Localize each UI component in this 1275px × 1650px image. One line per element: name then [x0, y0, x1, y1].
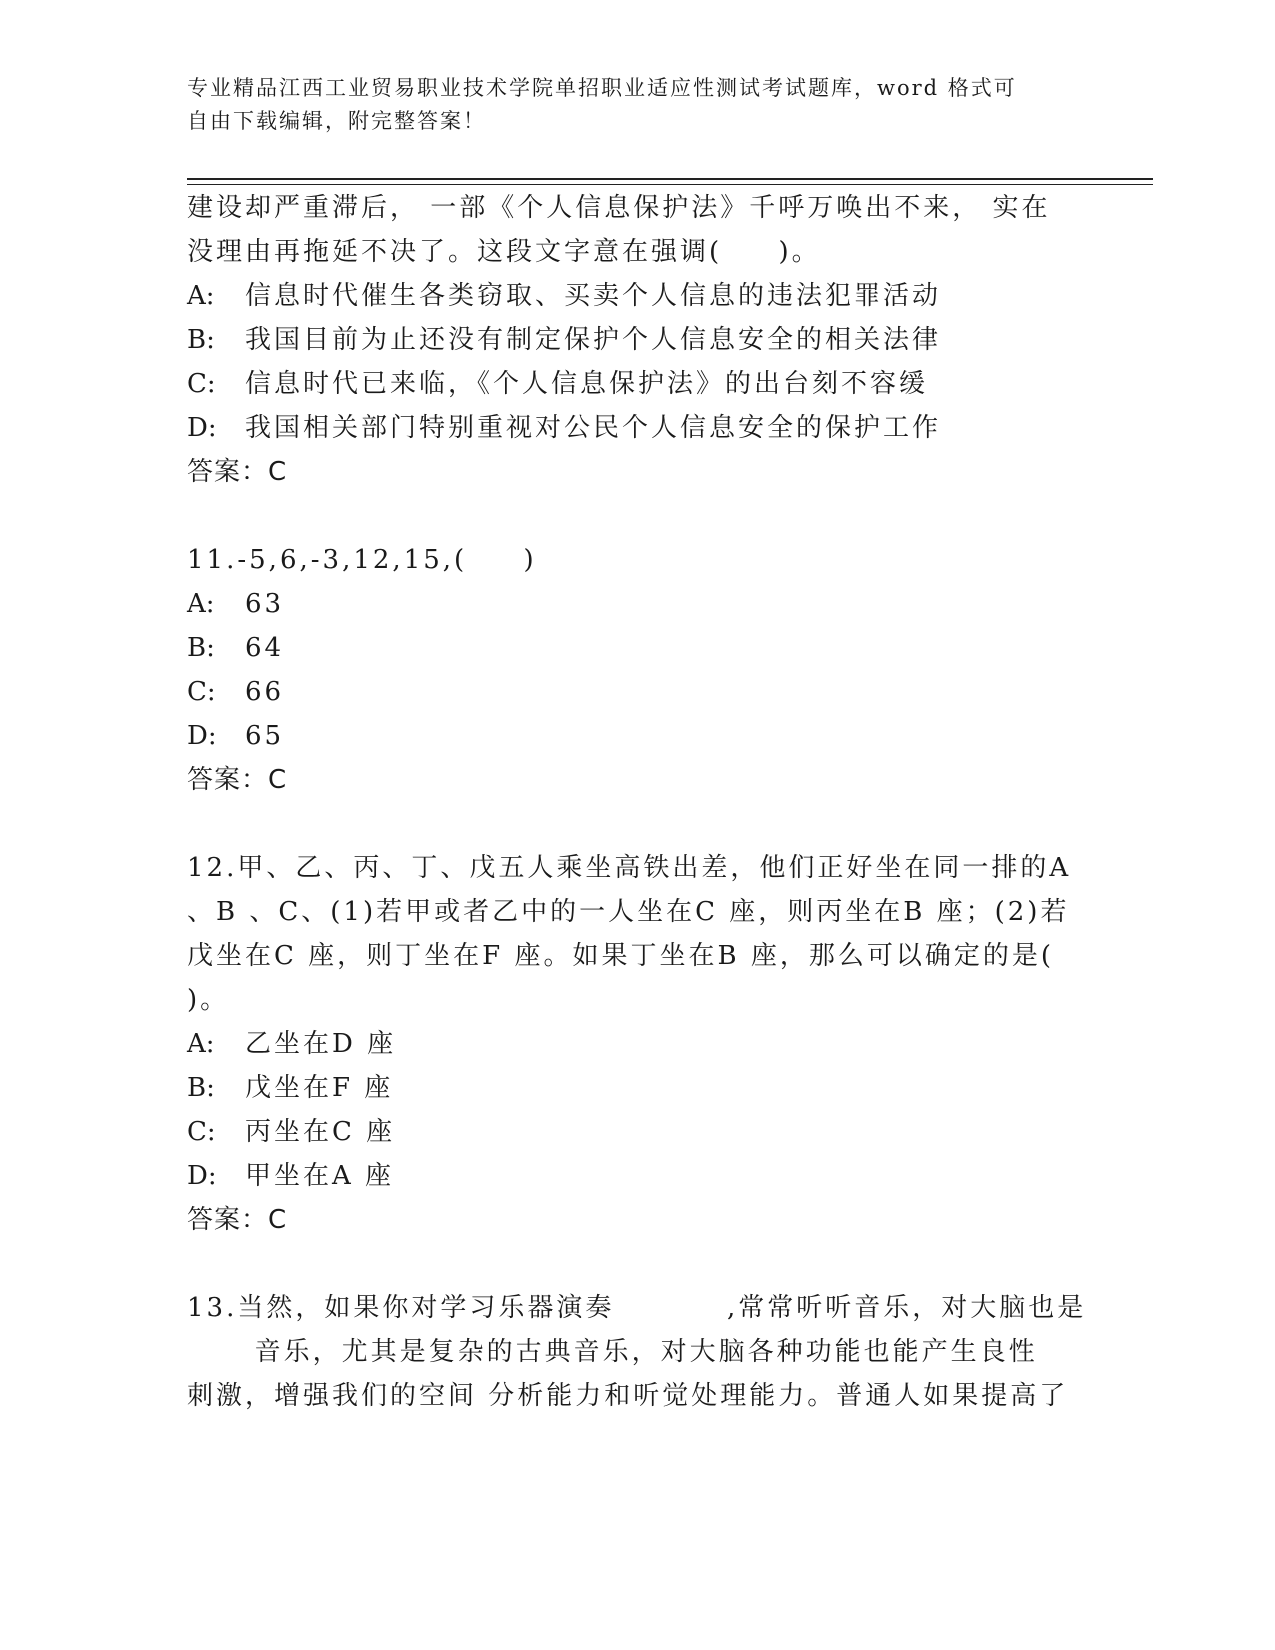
- option-letter: C:: [187, 369, 216, 399]
- q12-text-line-4: )。: [187, 985, 230, 1015]
- q10-option-b: [187, 325, 941, 355]
- option-text: 甲坐在A 座: [245, 1161, 395, 1191]
- header-rule-thin: [187, 184, 1153, 185]
- header-rule-thick: [187, 178, 1153, 180]
- option-text: 乙坐在D 座: [245, 1029, 397, 1059]
- q11-option-b: [187, 633, 284, 663]
- option-text: 65: [245, 721, 285, 751]
- option-text: 丙坐在C 座: [245, 1117, 396, 1147]
- q10-answer: 答案：C: [187, 457, 288, 487]
- q12-answer: 答案：C: [187, 1205, 288, 1235]
- q13-text-line-3: 刺激，增强我们的空间 分析能力和听觉处理能力。普通人如果提高了: [187, 1381, 1069, 1411]
- q12-option-d: [187, 1161, 394, 1191]
- q11-option-c: [187, 677, 284, 707]
- q10-text-line-1: 建设却严重滞后， 一部《个人信息保护法》千呼万唤出不来， 实在: [187, 193, 1051, 223]
- q10-option-c: [187, 369, 928, 399]
- q12-text-line-3: 戊坐在C 座，则丁坐在F 座。如果丁坐在B 座，那么可以确定的是(: [187, 941, 1054, 971]
- option-letter: A:: [187, 1029, 215, 1059]
- option-letter: B:: [187, 633, 215, 663]
- option-letter: A:: [187, 281, 215, 311]
- option-text: 64: [245, 633, 285, 663]
- q11-answer: 答案：C: [187, 765, 288, 795]
- option-letter: A:: [187, 589, 215, 619]
- q10-text-line-2: 没理由再拖延不决了。这段文字意在强调( )。: [187, 237, 821, 267]
- q11-option-a: [187, 589, 284, 619]
- option-text: 我国相关部门特别重视对公民个人信息安全的保护工作: [245, 413, 942, 443]
- option-letter: C:: [187, 677, 216, 707]
- option-letter: D:: [187, 413, 217, 443]
- q10-option-a: [187, 281, 941, 311]
- q13-text-line-1: 13.当然，如果你对学习乐器演奏 ,常常听听音乐，对大脑也是: [187, 1293, 1087, 1323]
- q12-option-b: [187, 1073, 393, 1103]
- option-text: 戊坐在F 座: [245, 1073, 394, 1103]
- option-letter: D:: [187, 721, 217, 751]
- option-letter: B:: [187, 1073, 215, 1103]
- page-header: [187, 72, 1067, 138]
- q11-option-d: [187, 721, 284, 751]
- header-line-2: 自由下载编辑，附完整答案！: [187, 109, 486, 133]
- option-text: 63: [245, 589, 285, 619]
- option-letter: B:: [187, 325, 215, 355]
- q11-text-line-1: 11.-5,6,-3,12,15,( ): [187, 545, 537, 575]
- option-text: 我国目前为止还没有制定保护个人信息安全的相关法律: [245, 325, 942, 355]
- option-letter: D:: [187, 1161, 217, 1191]
- option-text: 信息时代催生各类窃取、买卖个人信息的违法犯罪活动: [245, 281, 942, 311]
- option-letter: C:: [187, 1117, 216, 1147]
- header-line-1: 专业精品江西工业贸易职业技术学院单招职业适应性测试考试题库，word 格式可: [187, 76, 1017, 100]
- option-text: 66: [245, 677, 285, 707]
- q12-text-line-1: 12.甲、乙、丙、丁、戊五人乘坐高铁出差，他们正好坐在同一排的A: [187, 853, 1072, 883]
- q13-text-line-2: 音乐，尤其是复杂的古典音乐，对大脑各种功能也能产生良性: [187, 1337, 1038, 1367]
- q12-text-line-2: 、B 、C、(1)若甲或者乙中的一人坐在C 座，则丙坐在B 座；(2)若: [187, 897, 1070, 927]
- option-text: 信息时代已来临，《个人信息保护法》的出台刻不容缓: [245, 369, 929, 399]
- q10-option-d: [187, 413, 941, 443]
- q12-option-c: [187, 1117, 395, 1147]
- q12-option-a: [187, 1029, 396, 1059]
